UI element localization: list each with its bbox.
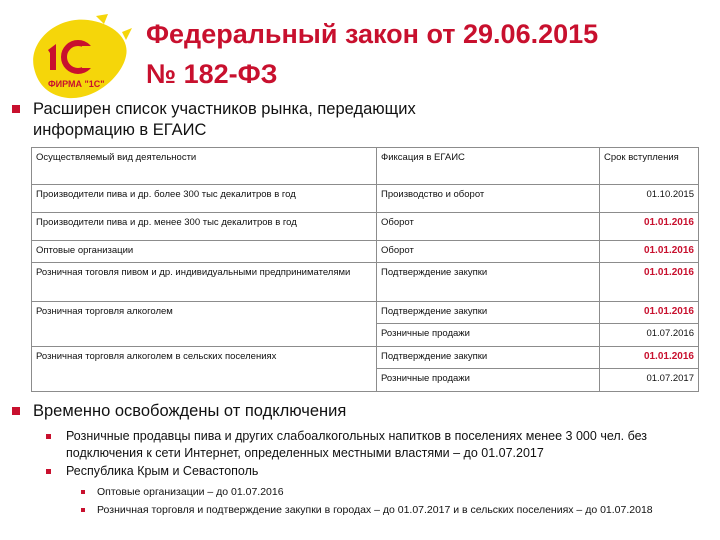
table-row <box>32 213 699 241</box>
cell-fixation: Производство и оборот <box>377 185 600 213</box>
cell-date: 01.01.2016 <box>600 263 699 302</box>
cell-activity: Производители пива и др. менее 300 тыс декалитров в год <box>32 213 377 241</box>
cell-date: 01.10.2015 <box>600 185 699 213</box>
cell-date: 01.01.2016 <box>600 241 699 263</box>
bullet-square-icon <box>12 407 20 415</box>
cell-date: 01.01.2016 <box>600 347 699 369</box>
page-title <box>146 14 706 94</box>
sub-item-text: Розничные продавцы пива и других слабоалкогольных напитков в поселениях менее 3 000 чел. без подключения к сети Интернет, определенных местными властями – до 01.07.2017 <box>66 429 648 460</box>
cell-fixation: Подтверждение закупки <box>377 347 600 369</box>
table-row <box>32 241 699 263</box>
cell-fixation: Подтверждение закупки <box>377 302 600 324</box>
header-activity: Осуществляемый вид деятельности <box>32 148 377 185</box>
bullet-square-icon <box>12 105 20 113</box>
cell-activity: Розничная торговля алкоголем <box>32 302 377 347</box>
cell-fixation: Розничные продажи <box>377 324 600 347</box>
cell-fixation: Оборот <box>377 241 600 263</box>
cell-activity: Розничная торговля алкоголем в сельских поселениях <box>32 347 377 392</box>
cell-date: 01.01.2016 <box>600 302 699 324</box>
svg-text:ФИРМА "1С": ФИРМА "1С" <box>48 79 105 89</box>
bullet-text: Расширен список участников рынка, передающих информацию в ЕГАИС <box>33 100 416 139</box>
table-row <box>32 347 699 369</box>
table-row <box>32 263 699 302</box>
sub-item-text: Республика Крым и Севастополь <box>66 464 259 478</box>
sub-sub-item-text: Розничная торговля и подтверждение закупки в городах – до 01.07.2017 и в сельских поселениях – до 01.07.2018 <box>97 504 653 516</box>
cell-fixation: Розничные продажи <box>377 369 600 392</box>
cell-date: 01.01.2016 <box>600 213 699 241</box>
cell-date: 01.07.2017 <box>600 369 699 392</box>
egais-table <box>31 147 699 392</box>
header-fixation: Фиксация в ЕГАИС <box>377 148 600 185</box>
table-row <box>32 302 699 324</box>
title-line-2: № 182-ФЗ <box>146 59 278 89</box>
bullet-text: Временно освобождены от подключения <box>33 402 347 420</box>
cell-fixation: Подтверждение закупки <box>377 263 600 302</box>
firm-1c-logo <box>26 12 136 107</box>
bullet-square-icon <box>81 508 85 512</box>
header-date: Срок вступления <box>600 148 699 185</box>
sub-sub-item-text: Оптовые организации – до 01.07.2016 <box>97 486 284 498</box>
cell-activity: Розничная тоговля пивом и др. индивидуальными предпринимателями <box>32 263 377 302</box>
title-line-1: Федеральный закон от 29.06.2015 <box>146 19 599 49</box>
bullet-square-icon <box>81 490 85 494</box>
bullet-square-icon <box>46 469 51 474</box>
bullet-square-icon <box>46 434 51 439</box>
cell-activity: Производители пива и др. более 300 тыс декалитров в год <box>32 185 377 213</box>
cell-activity: Оптовые организации <box>32 241 377 263</box>
table-row <box>32 185 699 213</box>
cell-fixation: Оборот <box>377 213 600 241</box>
table-header-row <box>32 148 699 185</box>
cell-date: 01.07.2016 <box>600 324 699 347</box>
